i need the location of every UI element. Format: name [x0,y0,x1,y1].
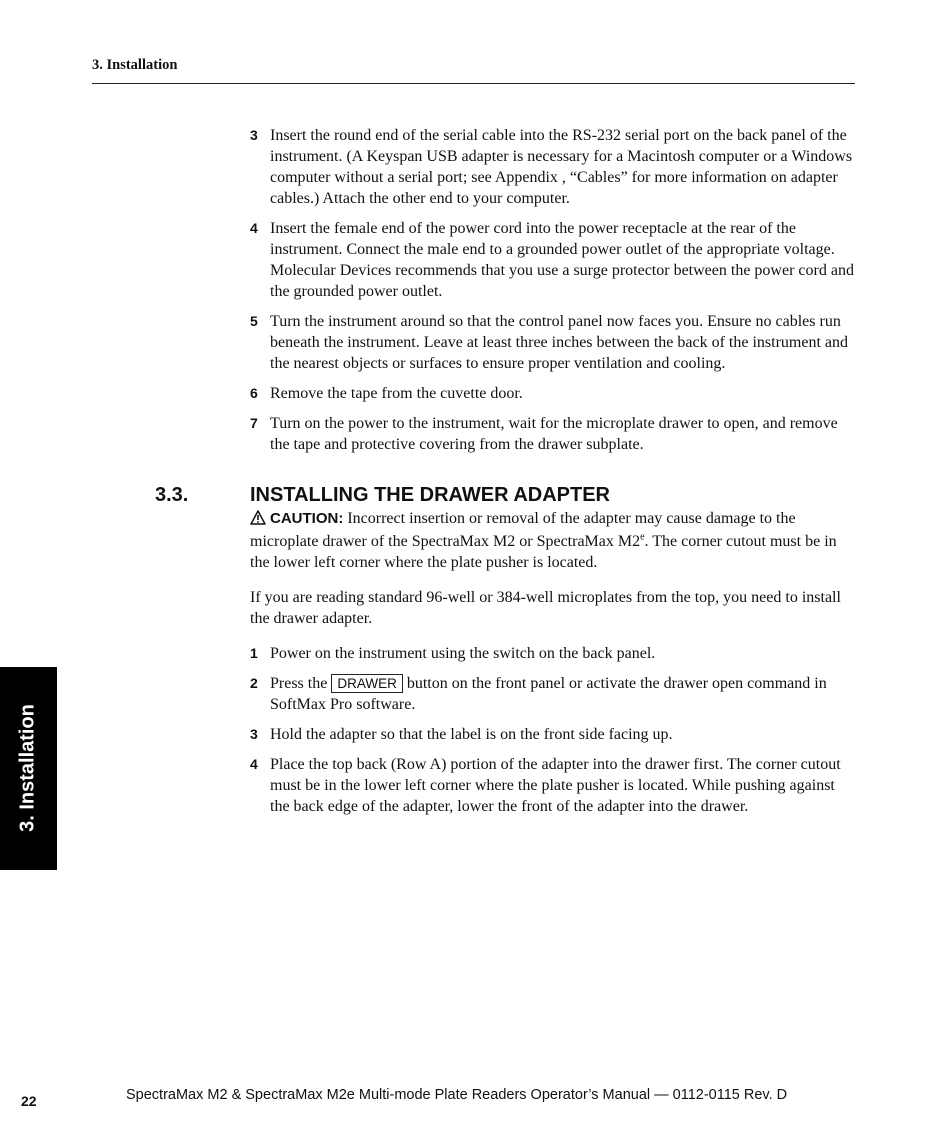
step-text: Hold the adapter so that the label is on the front side facing up. [270,726,673,743]
step-text: Remove the tape from the cuvette door. [270,385,523,402]
step-number: 4 [250,756,258,772]
list-item [250,218,855,302]
section-number: 3.3. [155,484,189,506]
list-item [250,125,855,209]
header-rule [92,83,855,84]
intro-paragraph: If you are reading standard 96-well or 384-well microplates from the top, you need to install the drawer adapter. [250,589,841,627]
step-text: Turn on the power to the instrument, wait for the microplate drawer to open, and remove the tape and protective covering from the drawer subplate. [270,415,838,453]
step-text: Insert the round end of the serial cable into the RS-232 serial port on the back panel of the instrument. (A Keyspan USB adapter is necessary for a Macintosh computer or a Windows computer without a serial port; see Appendix , “Cables” for more information on adapter cables.) Attach the other end to your computer. [270,127,853,207]
caution-label: CAUTION: [270,510,344,527]
step-number: 7 [250,415,258,431]
running-header: 3. Installation [92,57,178,73]
step-text: Turn the instrument around so that the control panel now faces you. Ensure no cables run beneath the instrument. Leave at least three inches between the back of the instrument and the nearest objects or surfaces to ensure proper ventilation and cooling. [270,313,848,372]
step-number: 4 [250,220,258,236]
page-number: 22 [21,1093,37,1109]
caution-note [250,508,855,573]
section-title: INSTALLING THE DRAWER ADAPTER [250,484,610,506]
list-item [250,311,855,374]
step-number: 1 [250,645,258,661]
step-text-pre: Press the [270,675,328,692]
step-number: 3 [250,127,258,143]
step-text: Place the top back (Row A) portion of the adapter into the drawer first. The corner cutout must be in the lower left corner where the plate pusher is located. While pushing against the back edge of the adapter, lower the front of the adapter into the drawer. [270,756,841,815]
drawer-key-label: DRAWER [331,674,403,693]
caution-text-end: . The corner cutout must be in the lower left corner where the plate pusher is located. [250,533,837,571]
step-number: 6 [250,385,258,401]
footer-title: SpectraMax M2 & SpectraMax M2e Multi-mode Plate Readers Operator’s Manual — 0112-0115 Rev. D [126,1087,788,1103]
list-item [250,643,855,664]
step-number: 5 [250,313,258,329]
step-number: 2 [250,675,258,691]
list-item [250,673,855,715]
list-item [250,754,855,817]
superscript-e: e [640,531,645,543]
page-content [155,125,855,826]
side-tab-label: 3. Installation [16,704,39,832]
list-item [250,724,855,745]
list-item [250,413,855,455]
step-text-post: button on the front panel or activate the drawer open command in SoftMax Pro software. [270,675,827,713]
warning-triangle-icon [250,510,266,531]
caution-text: Incorrect insertion or removal of the adapter may cause damage to the microplate drawer of the SpectraMax M2 or SpectraMax M2 [250,510,796,550]
step-number: 3 [250,726,258,742]
steps-list-b [250,643,855,817]
list-item [250,383,855,404]
step-text: Insert the female end of the power cord into the power receptacle at the rear of the instrument. Connect the male end to a grounded power outlet of the appropriate voltage. Molecular Devices recommends that you use a surge protector between the power cord and the grounded power outlet. [270,220,854,300]
steps-list-a [250,125,855,455]
section-heading [155,482,855,508]
step-text: Power on the instrument using the switch on the back panel. [270,645,656,662]
chapter-side-tab [0,667,57,870]
